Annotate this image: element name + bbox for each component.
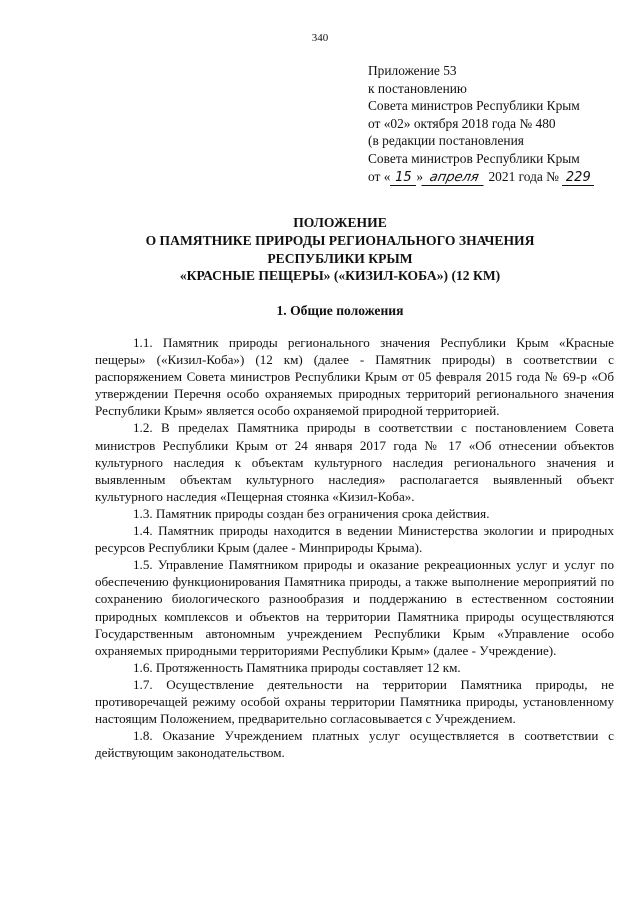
handwritten-month: апреля	[422, 171, 487, 186]
paragraph: 1.7. Осуществление деятельности на территории Памятника природы, не противоречащей режиму особой охраны территории Памятника природы, установленному настоящим Положением, предварительно согласовывается с Учреждением.	[95, 676, 614, 727]
handwritten-day: 15	[390, 171, 416, 186]
document-body	[95, 334, 614, 761]
appendix-date-line	[368, 168, 630, 186]
title-line: О ПАМЯТНИКЕ ПРИРОДЫ РЕГИОНАЛЬНОГО ЗНАЧЕНИЯ	[145, 232, 535, 248]
appendix-block	[368, 62, 630, 186]
page-number: 340	[311, 32, 329, 44]
paragraph: 1.5. Управление Памятником природы и оказание рекреационных услуг и услуг по обеспечению функционирования Памятника природы, а также выполнение мероприятий по сохранению биологического разнообразия и поддержанию в естественном состоянии природных комплексов и объектов на территории Памятника природы осуществляются Государственным автономным учреждением Республики Крым «Управление особо охраняемых природными территориями Республики Крым» (далее - Учреждение).	[95, 557, 614, 658]
handwritten-number: 229	[562, 171, 594, 186]
document-title	[40, 214, 640, 285]
paragraph: 1.4. Памятник природы находится в ведении Министерства экологии и природных ресурсов Республики Крым (далее - Минприроды Крыма).	[95, 523, 614, 556]
date-year: 2021 года №	[488, 168, 559, 184]
appendix-line: (в редакции постановления	[368, 133, 524, 149]
paragraph: 1.8. Оказание Учреждением платных услуг осуществляется в соответствии с действующим законодательством.	[95, 728, 614, 761]
appendix-line: Совета министров Республики Крым	[368, 150, 580, 166]
title-line: РЕСПУБЛИКИ КРЫМ	[267, 250, 413, 266]
date-quote: »	[416, 168, 424, 184]
paragraph: 1.3. Памятник природы создан без ограничения срока действия.	[133, 505, 490, 521]
appendix-line: от «02» октября 2018 года № 480	[368, 115, 556, 131]
date-prefix: от «	[368, 168, 391, 184]
section-heading: 1. Общие положения	[276, 303, 404, 318]
appendix-line: Совета министров Республики Крым	[368, 98, 580, 114]
paragraph: 1.6. Протяженность Памятника природы составляет 12 км.	[133, 659, 461, 675]
title-line: «КРАСНЫЕ ПЕЩЕРЫ» («КИЗИЛ-КОБА») (12 КМ)	[179, 268, 501, 284]
title-line: ПОЛОЖЕНИЕ	[293, 215, 387, 230]
paragraph: 1.2. В пределах Памятника природы в соответствии с постановлением Совета министров Республики Крым от 24 января 2017 года № 17 «Об отнесении объектов культурного наследия к объектам культурного наследия регионального значения и выявленным объектам культурного наследия» располагается выявленный объект культурного наследия «Пещерная стоянка «Кизил-Коба».	[95, 420, 614, 504]
appendix-line: к постановлению	[368, 80, 467, 96]
paragraph: 1.1. Памятник природы регионального значения Республики Крым «Красные пещеры» («Кизил-Коба») (12 км) (далее - Памятник природы) в соответствии с распоряжением Совета министров Республики Крым от 05 февраля 2015 года № 69-р «Об утверждении Перечня особо охраняемых природных территорий регионального значения Республики Крым» является особо охраняемой природной территорией.	[95, 335, 614, 419]
appendix-line: Приложение 53	[368, 63, 457, 78]
